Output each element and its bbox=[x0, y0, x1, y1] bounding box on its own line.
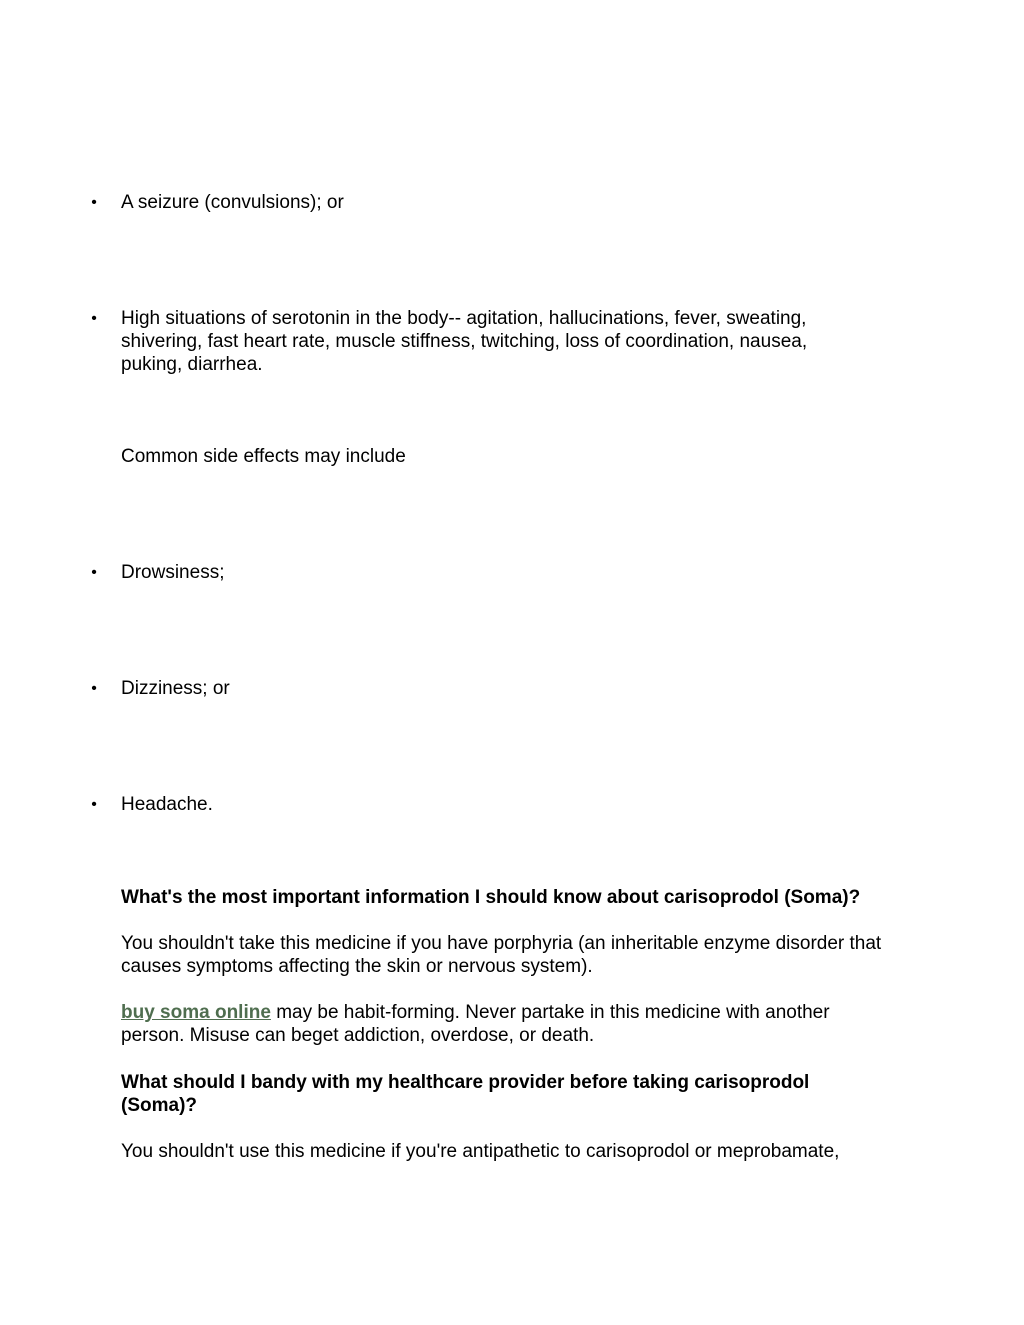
list-item-text: Headache. bbox=[121, 794, 213, 815]
list-item-text: A seizure (convulsions); or bbox=[121, 192, 344, 213]
bullet-icon: • bbox=[91, 310, 97, 327]
bullet-icon: • bbox=[91, 680, 97, 697]
porphyria-paragraph: You shouldn't take this medicine if you have porphyria (an inheritable enzyme disorder that causes symptoms affecting the skin or nervous system). bbox=[121, 933, 882, 977]
common-side-effects-intro: Common side effects may include bbox=[121, 446, 406, 467]
section-heading-important-info: What's the most important information I should know about carisoprodol (Soma)? bbox=[121, 887, 861, 908]
habit-forming-text: may be habit-forming. Never partake in this medicine with another person. Misuse can beget addiction, overdose, or death. bbox=[121, 1002, 830, 1046]
bullet-icon: • bbox=[91, 564, 97, 581]
buy-soma-online-link[interactable]: buy soma online bbox=[121, 1002, 271, 1023]
list-item-text: Drowsiness; bbox=[121, 562, 225, 583]
habit-forming-paragraph bbox=[121, 1001, 881, 1047]
list-item-text: High situations of serotonin in the body-- agitation, hallucinations, fever, sweating, shivering, fast heart rate, muscle stiffness, twitching, loss of coordination, nausea, puking, diarrhea. bbox=[121, 308, 808, 375]
allergy-paragraph: You shouldn't use this medicine if you're antipathetic to carisoprodol or meprobamate, bbox=[121, 1141, 840, 1162]
section-heading-healthcare-provider: What should I bandy with my healthcare provider before taking carisoprodol (Soma)? bbox=[121, 1072, 810, 1116]
bullet-icon: • bbox=[91, 194, 97, 211]
list-item-text: Dizziness; or bbox=[121, 678, 230, 699]
bullet-icon: • bbox=[91, 796, 97, 813]
